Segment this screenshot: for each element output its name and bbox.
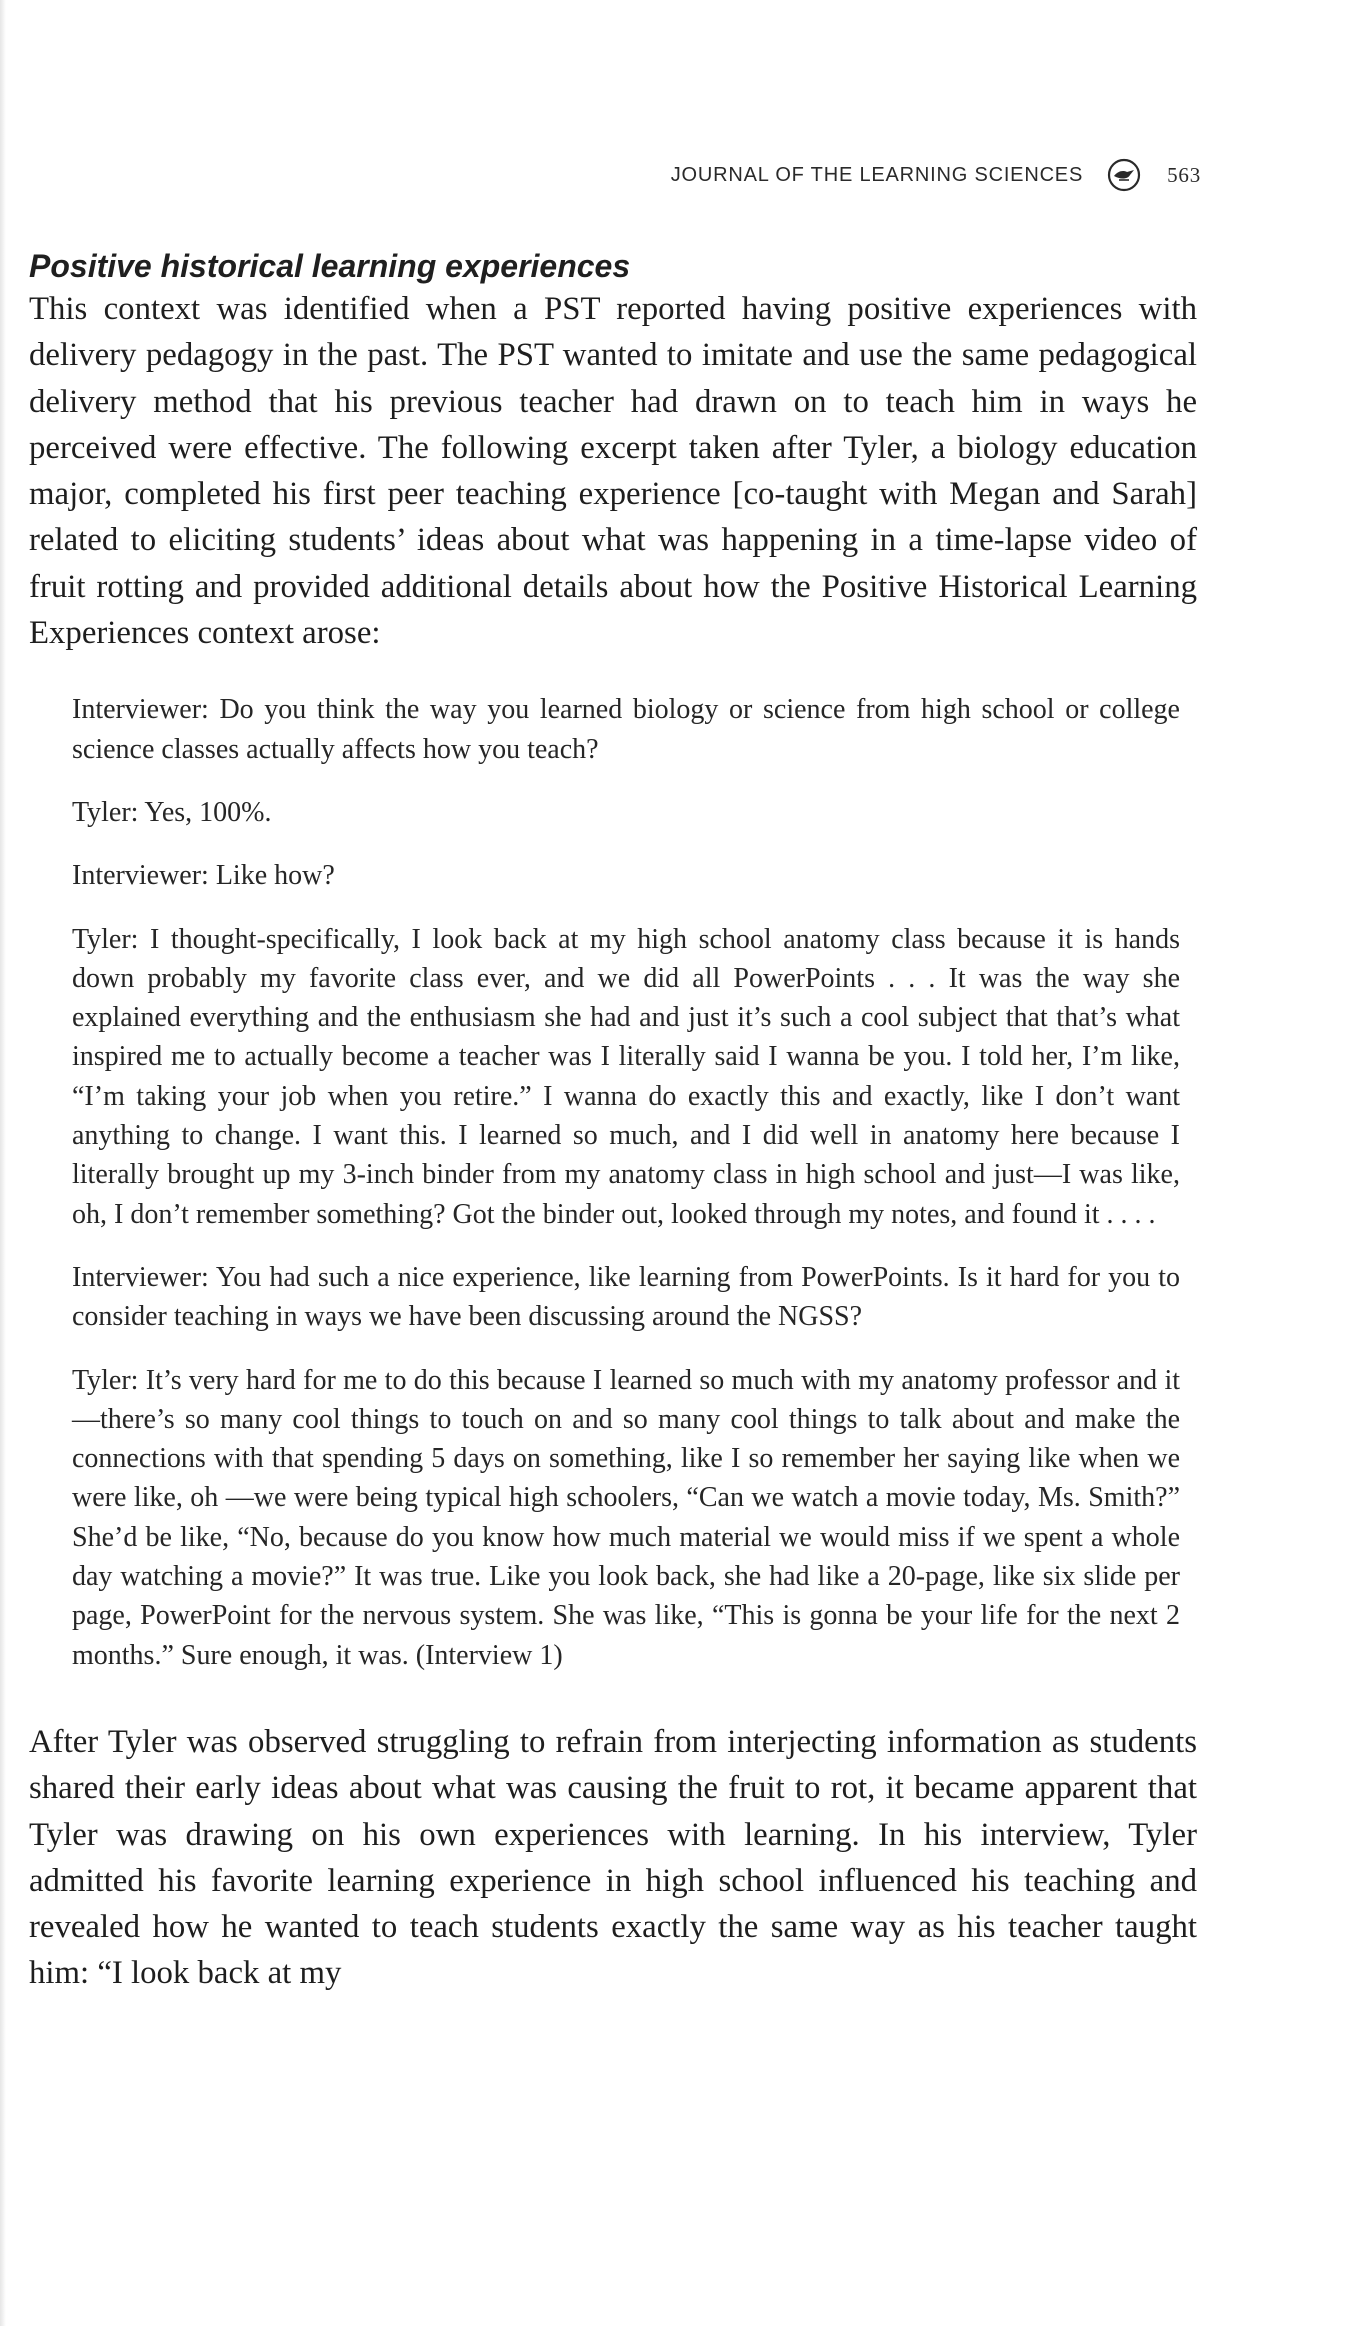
- page-number: 563: [1167, 162, 1201, 187]
- excerpt-turn: Interviewer: Do you think the way you learned biology or science from high school or college science classes actually affects how you teach?: [72, 694, 1180, 765]
- excerpt-turn: Interviewer: You had such a nice experience, like learning from PowerPoints. Is it hard for you to consider teaching in ways we have been discussing around the NGSS?: [72, 1261, 1180, 1333]
- excerpt-turn: Tyler: It’s very hard for me to do this because I learned so much with my anatomy professor and it—there’s so many cool things to touch on and so many cool things to talk about and make the connections with that spending 5 days on something, like I so remember her saying like when we were like, oh —we were being typical high schoolers, “Can we watch a movie today, Ms. Smith?” She’d be like, “No, because do you know how much material we would miss if we spent a whole day watching a movie?” It was true. Like you look back, she had like a 20-page, like six slide per page, PowerPoint for the nervous system. She was like, “This is gonna be your life for the next 2 months.” Sure enough, it was. (Interview 1): [72, 1364, 1180, 1671]
- page-edge-shadow: [0, 0, 6, 2326]
- journal-logo-icon: [1107, 158, 1141, 192]
- excerpt-turn: Tyler: Yes, 100%.: [72, 796, 272, 828]
- intro-paragraph: This context was identified when a PST reported having positive experiences with delivery pedagogy in the past. The PST wanted to imitate and use the same pedagogical delivery method that his previous teacher had drawn on to teach him in ways he perceived were effective. The following excerpt taken after Tyler, a biology education major, completed his first peer teaching experience [co-taught with Megan and Sarah] related to eliciting students’ ideas about what was happening in a time-lapse video of fruit rotting and provided additional details about how the Positive Historical Learning Experiences context arose:: [29, 291, 1197, 652]
- page-content: [29, 246, 1197, 1997]
- section-heading: Positive historical learning experiences: [29, 248, 631, 284]
- interview-excerpt: [72, 690, 1180, 1675]
- running-header: [671, 158, 1201, 192]
- following-paragraph: After Tyler was observed struggling to refrain from interjecting information as students shared their early ideas about what was causing the fruit to rot, it became apparent that Tyler was drawing on his own experiences with learning. In his interview, Tyler admitted his favorite learning experience in high school influenced his teaching and revealed how he wanted to teach students exactly the same way as his teacher taught him: “I look back at my: [29, 1723, 1197, 1992]
- excerpt-turn: Tyler: I thought-specifically, I look back at my high school anatomy class because it is hands down probably my favorite class ever, and we did all PowerPoints . . . It was the way she explained everything and the enthusiasm she had and just it’s such a cool subject that that’s what inspired me to actually become a teacher was I literally said I wanna be you. I told her, I’m like, “I’m taking your job when you retire.” I wanna do exactly this and exactly, like I don’t want anything to change. I want this. I learned so much, and I did well in anatomy here because I literally brought up my 3-inch binder from my anatomy class in high school and just—I was like, oh, I don’t remember something? Got the binder out, looked through my notes, and found it . . . .: [72, 923, 1180, 1230]
- journal-name: JOURNAL OF THE LEARNING SCIENCES: [670, 163, 1084, 186]
- excerpt-turn: Interviewer: Like how?: [72, 860, 335, 892]
